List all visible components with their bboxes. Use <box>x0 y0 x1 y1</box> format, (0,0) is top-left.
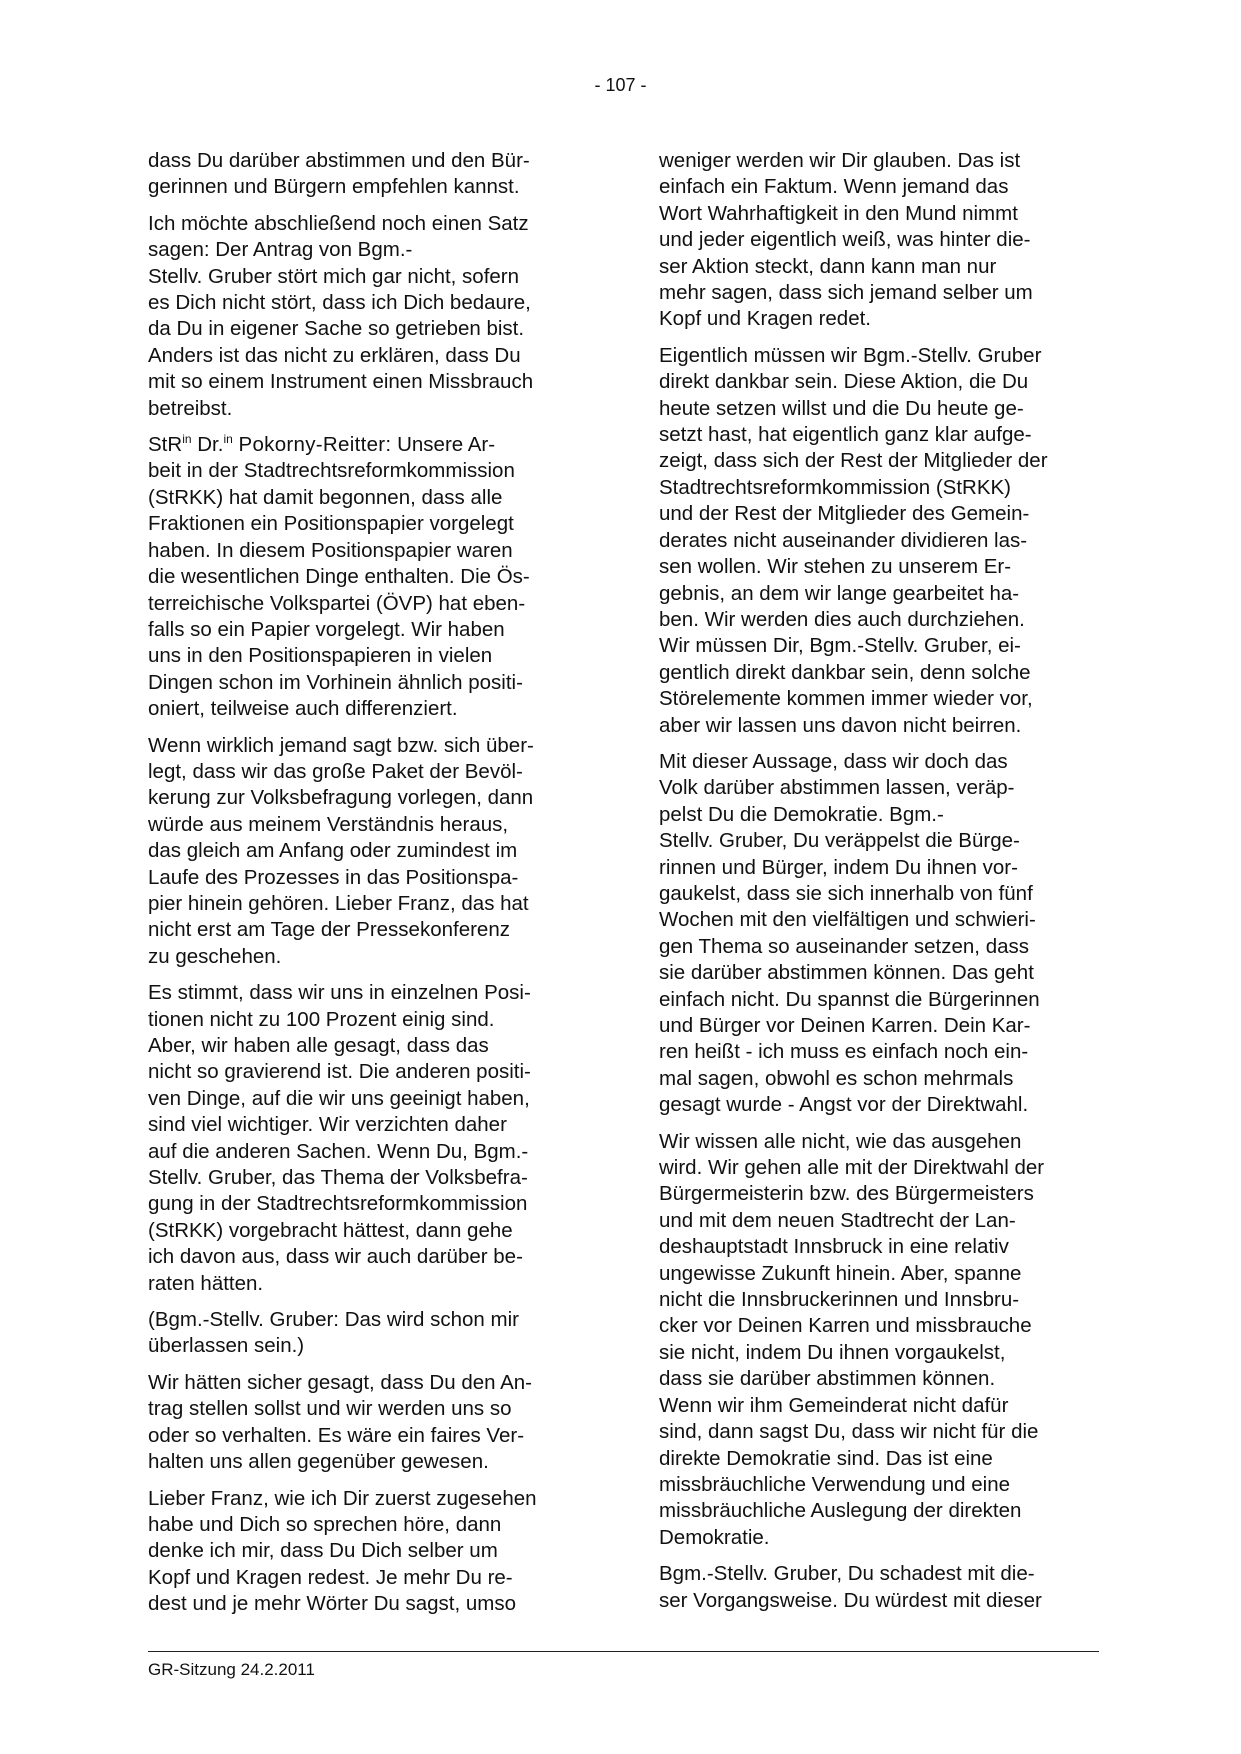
speaker-degree-superscript: in <box>223 432 233 447</box>
speaker-first-line-text: Unsere Ar- <box>397 433 496 457</box>
right-column <box>659 148 1119 1624</box>
speaker-paragraph <box>148 432 608 722</box>
speaker-degree: Dr. <box>197 433 224 457</box>
speaker-name: Pokorny-Reitter: <box>238 433 392 457</box>
paragraph: Es stimmt, dass wir uns in einzelnen Posi- tionen nicht zu 100 Prozent einig sind. Aber, wir haben alle gesagt, dass das nicht so gravierend ist. Die anderen positi- ven Dinge, auf die wir uns geeinigt haben, sind viel wichtiger. Wir verzichten daher auf die anderen Sachen. Wenn Du, Bgm.- Stellv. Gruber, das Thema der Volksbefra- gung in der Stadtrechtsreformkommission (StRKK) vorgebracht hättest, dann gehe ich davon aus, dass wir auch darüber be- raten hätten. <box>148 981 531 1295</box>
page-number: - 107 - <box>594 75 647 95</box>
speaker-title: StR <box>148 433 183 457</box>
paragraph: Eigentlich müssen wir Bgm.-Stellv. Gruber direkt dankbar sein. Diese Aktion, die Du heute setzen willst und die Du heute ge- setzt hast, hat eigentlich ganz klar aufge- zeigt, dass sich der Rest der Mitglieder der Stadtrechtsreformkommission (StRKK) und der Rest der Mitglieder des Gemein- derates nicht auseinander dividieren las- sen wollen. Wir stehen zu unserem Er- gebnis, an dem wir lange gearbeitet ha- ben. Wir werden dies auch durchziehen. Wir müssen Dir, Bgm.-Stellv. Gruber, ei- gentlich direkt dankbar sein, denn solche Störelemente kommen immer wieder vor, aber wir lassen uns davon nicht beirren. <box>659 343 1048 737</box>
speaker-title-superscript: in <box>182 432 192 447</box>
paragraph: Bgm.-Stellv. Gruber, Du schadest mit die- ser Vorgangsweise. Du würdest mit dieser <box>659 1562 1042 1612</box>
paragraph: Wir wissen alle nicht, wie das ausgehen wird. Wir gehen alle mit der Direktwahl der Bürgermeisterin bzw. des Bürgermeisters und mit dem neuen Stadtrecht der Lan- deshauptstadt Innsbruck in eine relativ ungewisse Zukunft hinein. Aber, spanne nicht die Innsbruckerinnen und Innsbru- cker vor Deinen Karren und missbrauche sie nicht, indem Du ihnen vorgaukelst, dass sie darüber abstimmen können. Wenn wir ihm Gemeinderat nicht dafür sind, dann sagst Du, dass wir nicht für die direkte Demokratie sind. Das ist eine missbräuchliche Verwendung und eine missbräuchliche Auslegung der direkten Demokratie. <box>659 1129 1045 1549</box>
interjection: (Bgm.-Stellv. Gruber: Das wird schon mir überlassen sein.) <box>148 1308 519 1358</box>
paragraph: Wenn wirklich jemand sagt bzw. sich über- legt, dass wir das große Paket der Bevöl- kerung zur Volksbefragung vorlegen, dann würde aus meinem Verständnis heraus, das gleich am Anfang oder zumindest im Laufe des Prozesses in das Positionspa- pier hinein gehören. Lieber Franz, das hat nicht erst am Tage der Pressekonferenz zu geschehen. <box>148 733 534 968</box>
footer-session-label: GR-Sitzung 24.2.2011 <box>148 1660 315 1679</box>
paragraph: Ich möchte abschließend noch einen Satz sagen: Der Antrag von Bgm.- Stellv. Gruber stört mich gar nicht, sofern es Dich nicht stört, dass ich Dich bedaure, da Du in eigener Sache so getrieben bist. Anders ist das nicht zu erklären, dass Du mit so einem Instrument einen Missbrauch betreibst. <box>148 211 534 420</box>
paragraph: dass Du darüber abstimmen und den Bür- gerinnen und Bürgern empfehlen kannst. <box>148 149 530 199</box>
paragraph: Mit dieser Aussage, dass wir doch das Volk darüber abstimmen lassen, veräp- pelst Du die Demokratie. Bgm.- Stellv. Gruber, Du veräppelst die Bürge- rinnen und Bürger, indem Du ihnen vor- gaukelst, dass sie sich innerhalb von fünf Wochen mit den vielfältigen und schwieri- gen Thema so auseinander setzen, dass sie darüber abstimmen können. Das geht einfach nicht. Du spannst die Bürgerinnen und Bürger vor Deinen Karren. Dein Kar- ren heißt - ich muss es einfach noch ein- mal sagen, obwohl es schon mehrmals gesagt wurde - Angst vor der Direktwahl. <box>659 749 1040 1117</box>
speaker-text: beit in der Stadtrechtsreformkommission (StRKK) hat damit begonnen, dass alle Fraktionen ein Positionspapier vorgelegt haben. In diesem Positionspapier waren die wesentlichen Dinge enthalten. Die Ös- terreichische Volkspartei (ÖVP) hat eben- falls so ein Papier vorgelegt. Wir haben uns in den Positionspapieren in vielen Dingen schon im Vorhinein ähnlich positi- oniert, teilweise auch differenziert. <box>148 459 530 721</box>
paragraph: Wir hätten sicher gesagt, dass Du den An- trag stellen sollst und wir werden uns so oder so verhalten. Es wäre ein faires Ver- halten uns allen gegenüber gewesen. <box>148 1370 533 1474</box>
left-column <box>148 148 608 1628</box>
speaker-line <box>148 432 608 458</box>
paragraph: weniger werden wir Dir glauben. Das ist einfach ein Faktum. Wenn jemand das Wort Wahrhaftigkeit in den Mund nimmt und jeder eigentlich weiß, was hinter die- ser Aktion steckt, dann kann man nur mehr sagen, dass sich jemand selber um Kopf und Kragen redet. <box>659 149 1033 331</box>
footer-divider <box>148 1651 1099 1652</box>
paragraph: Lieber Franz, wie ich Dir zuerst zugesehen habe und Dich so sprechen höre, dann denke ich mir, dass Du Dich selber um Kopf und Kragen redest. Je mehr Du re- dest und je mehr Wörter Du sagst, umso <box>148 1486 537 1616</box>
